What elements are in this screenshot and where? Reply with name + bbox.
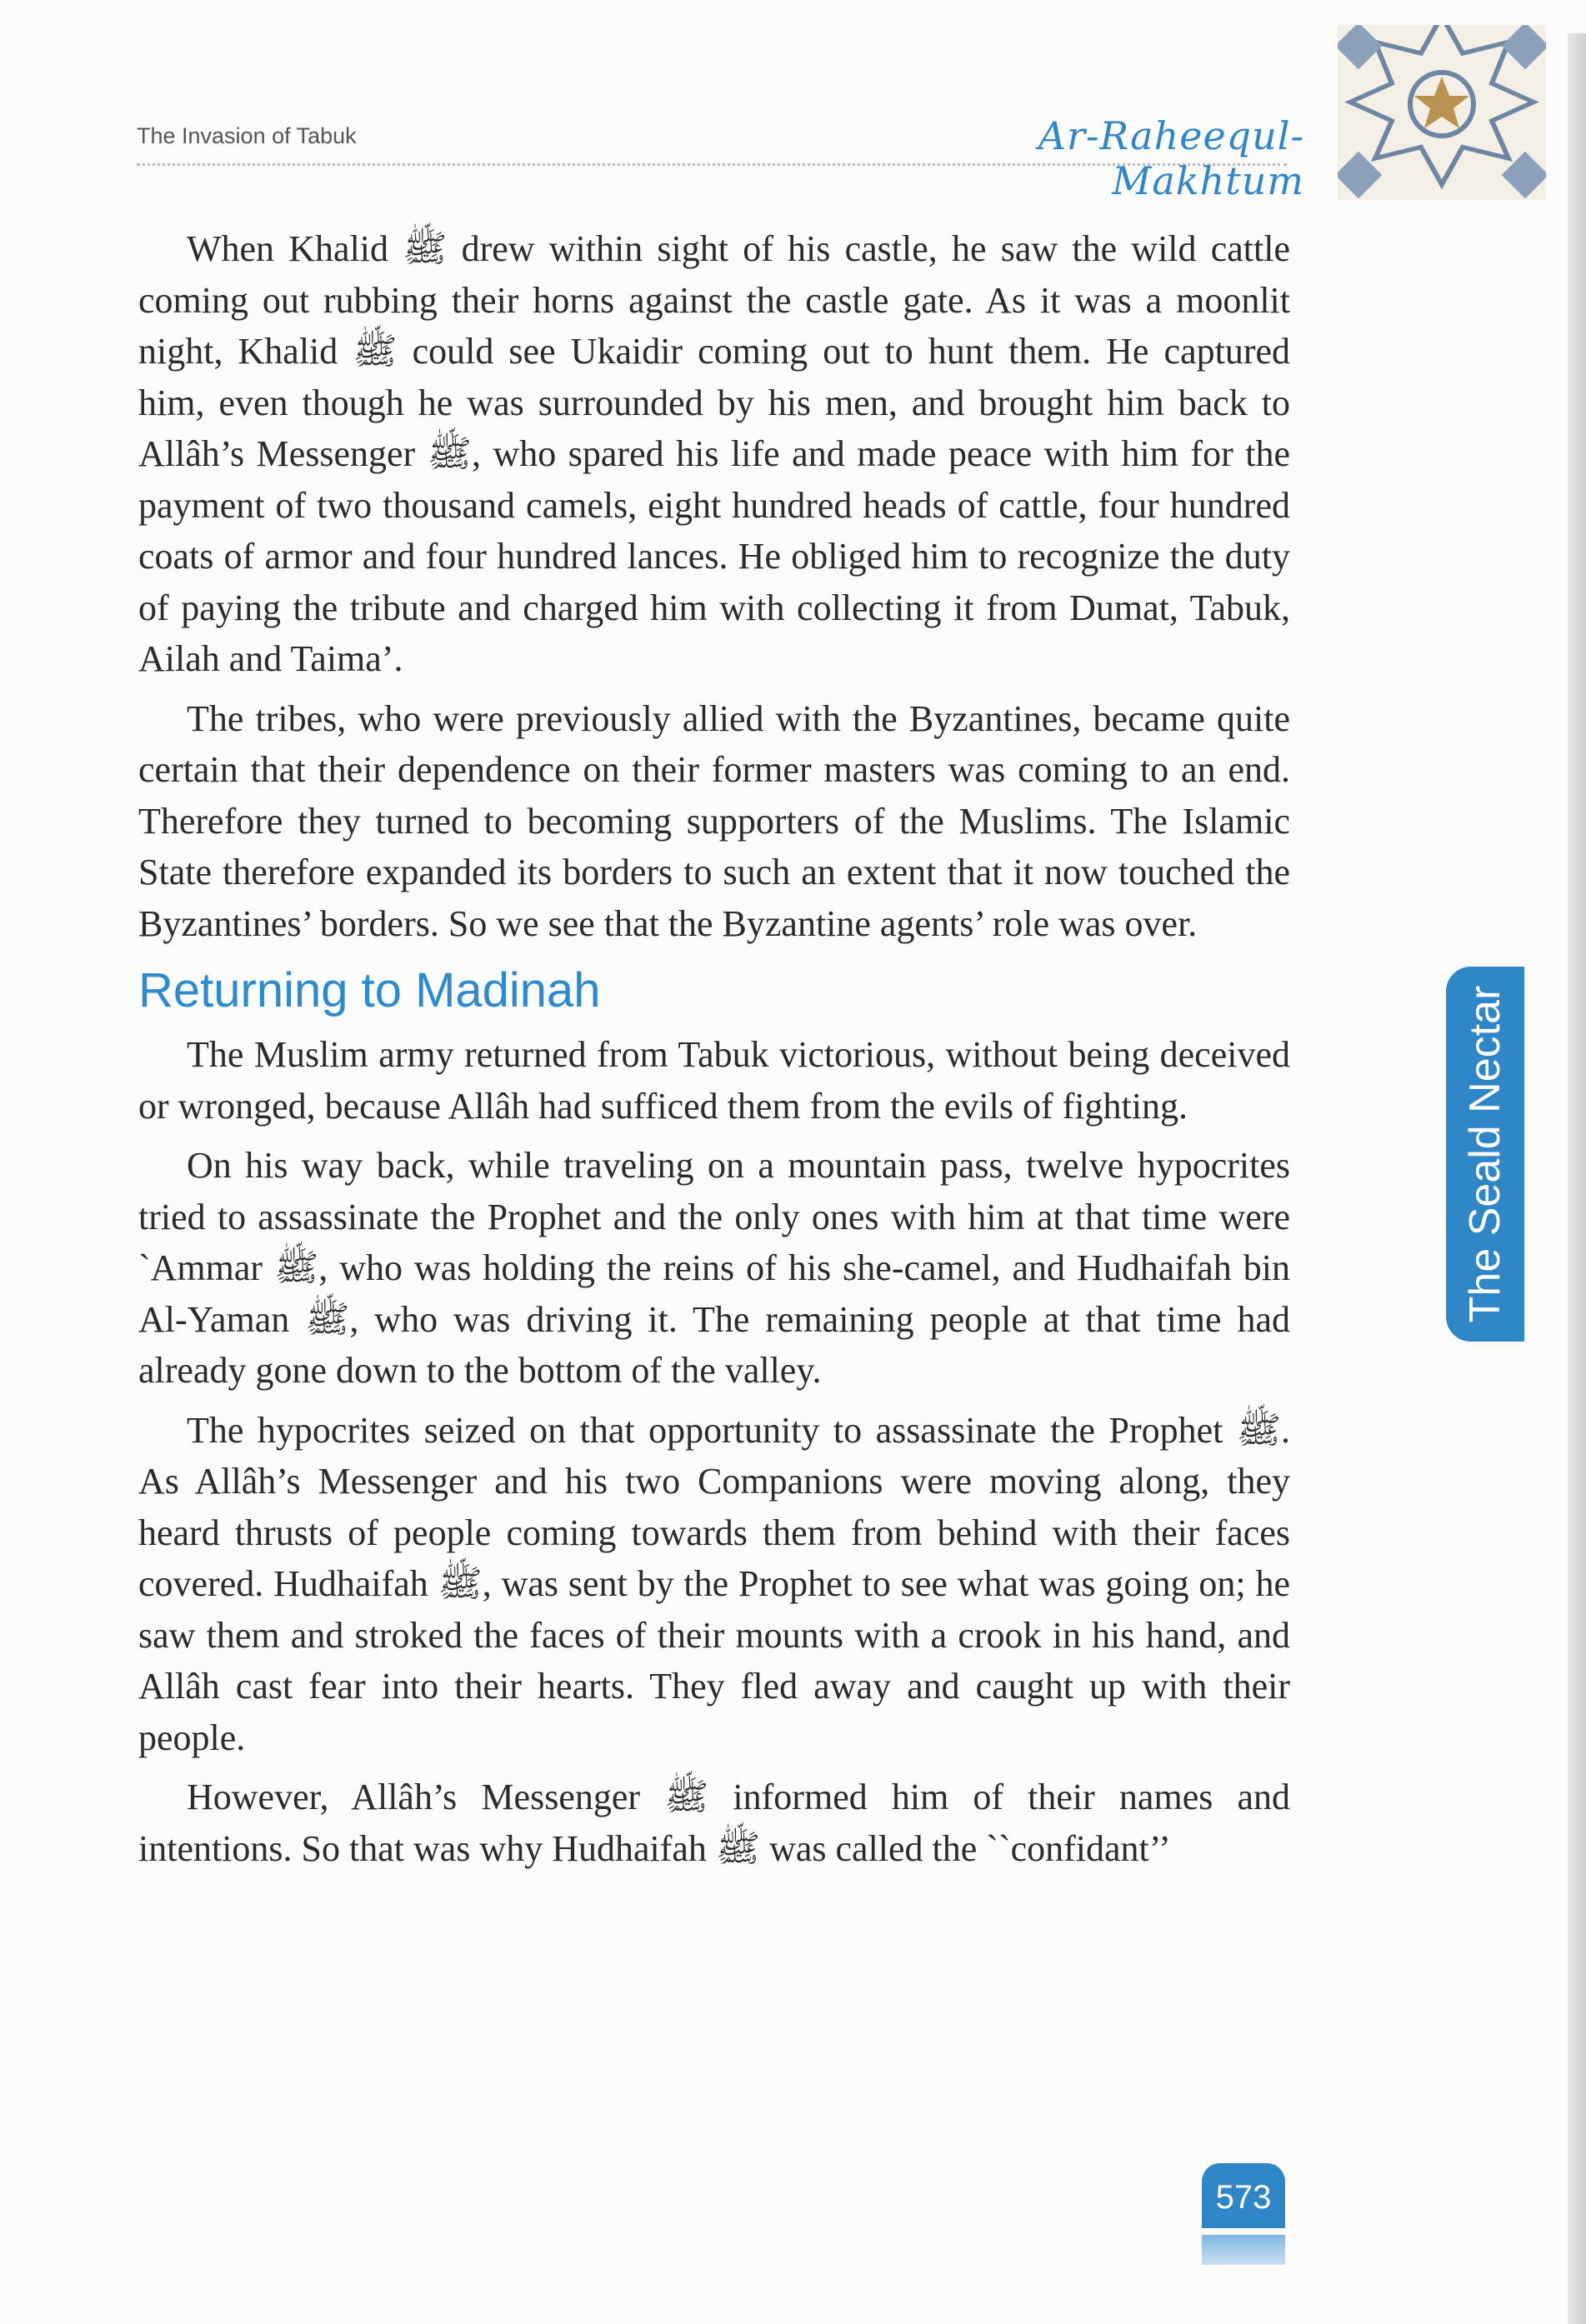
paragraph: The tribes, who were previously allied with the Byzantines, became quite certain that their dependence on their former masters was coming to an end. Therefore they turned to becoming supporters of the Muslims. The Islamic State therefore expanded its borders to such an extent that it now touched the Byzantines’ borders. So we see that the Byzantine agents’ role was over.	[138, 697, 1290, 944]
side-tab	[1446, 967, 1524, 1342]
paragraph: The hypocrites seized on that opportunity to assassinate the Prophet ﷺ. As Allâh’s Messenger and his two Companions were moving along, they heard thrusts of people coming towards them from behind with their faces covered. Hudhaifah ﷺ, was sent by the Prophet to see what was going on; he saw them and stroked the faces of their mounts with a crook in his hand, and Allâh cast fear into their hearts. They fled away and caught up with their people.	[138, 1409, 1291, 1758]
paragraph: When Khalid ﷺ drew within sight of his castle, he saw the wild cattle coming out rubbing their horns against the castle gate. As it was a moonlit night, Khalid ﷺ could see Ukaidir coming out to hunt them. He captured him, even though he was surrounded by his men, and brought him back to Allâh’s Messenger ﷺ, who spared his life and made peace with him for the payment of two thousand camels, eight hundred heads of cattle, four hundred coats of armor and four hundred lances. He obliged him to recognize the duty of paying the tribute and charged him with collecting it from Dumat, Tabuk, Ailah and Taima’.	[138, 228, 1291, 679]
page-edge-shading	[1568, 33, 1586, 2324]
paragraph: On his way back, while traveling on a mountain pass, twelve hypocrites tried to assassinate the Prophet and the only ones with him at that time were `Ammar ﷺ, who was holding the reins of his she-camel, and Hudhaifah bin Al-Yaman ﷺ, who was driving it. The remaining people at that time had already gone down to the bottom of the valley.	[138, 1145, 1291, 1391]
body-text	[138, 223, 1290, 1882]
islamic-star-tile-icon	[1338, 25, 1546, 200]
page-number: 573	[1202, 2163, 1285, 2228]
section-heading: Returning to Madinah	[138, 963, 601, 1017]
running-head: The Invasion of Tabuk	[137, 123, 357, 148]
paragraph: However, Allâh’s Messenger ﷺ informed him of their names and intentions. So that was why Hudhaifah ﷺ was called the ``confidant’’	[138, 1777, 1290, 1869]
paragraph: The Muslim army returned from Tabuk victorious, without being deceived or wronged, because Allâh had sufficed them from the evils of fighting.	[138, 1034, 1290, 1127]
book-title: Ar-Raheequl-Makhtum	[1038, 113, 1304, 203]
side-tab-label: The Seald Nectar	[1461, 985, 1509, 1323]
page-number-bar	[1202, 2235, 1285, 2265]
